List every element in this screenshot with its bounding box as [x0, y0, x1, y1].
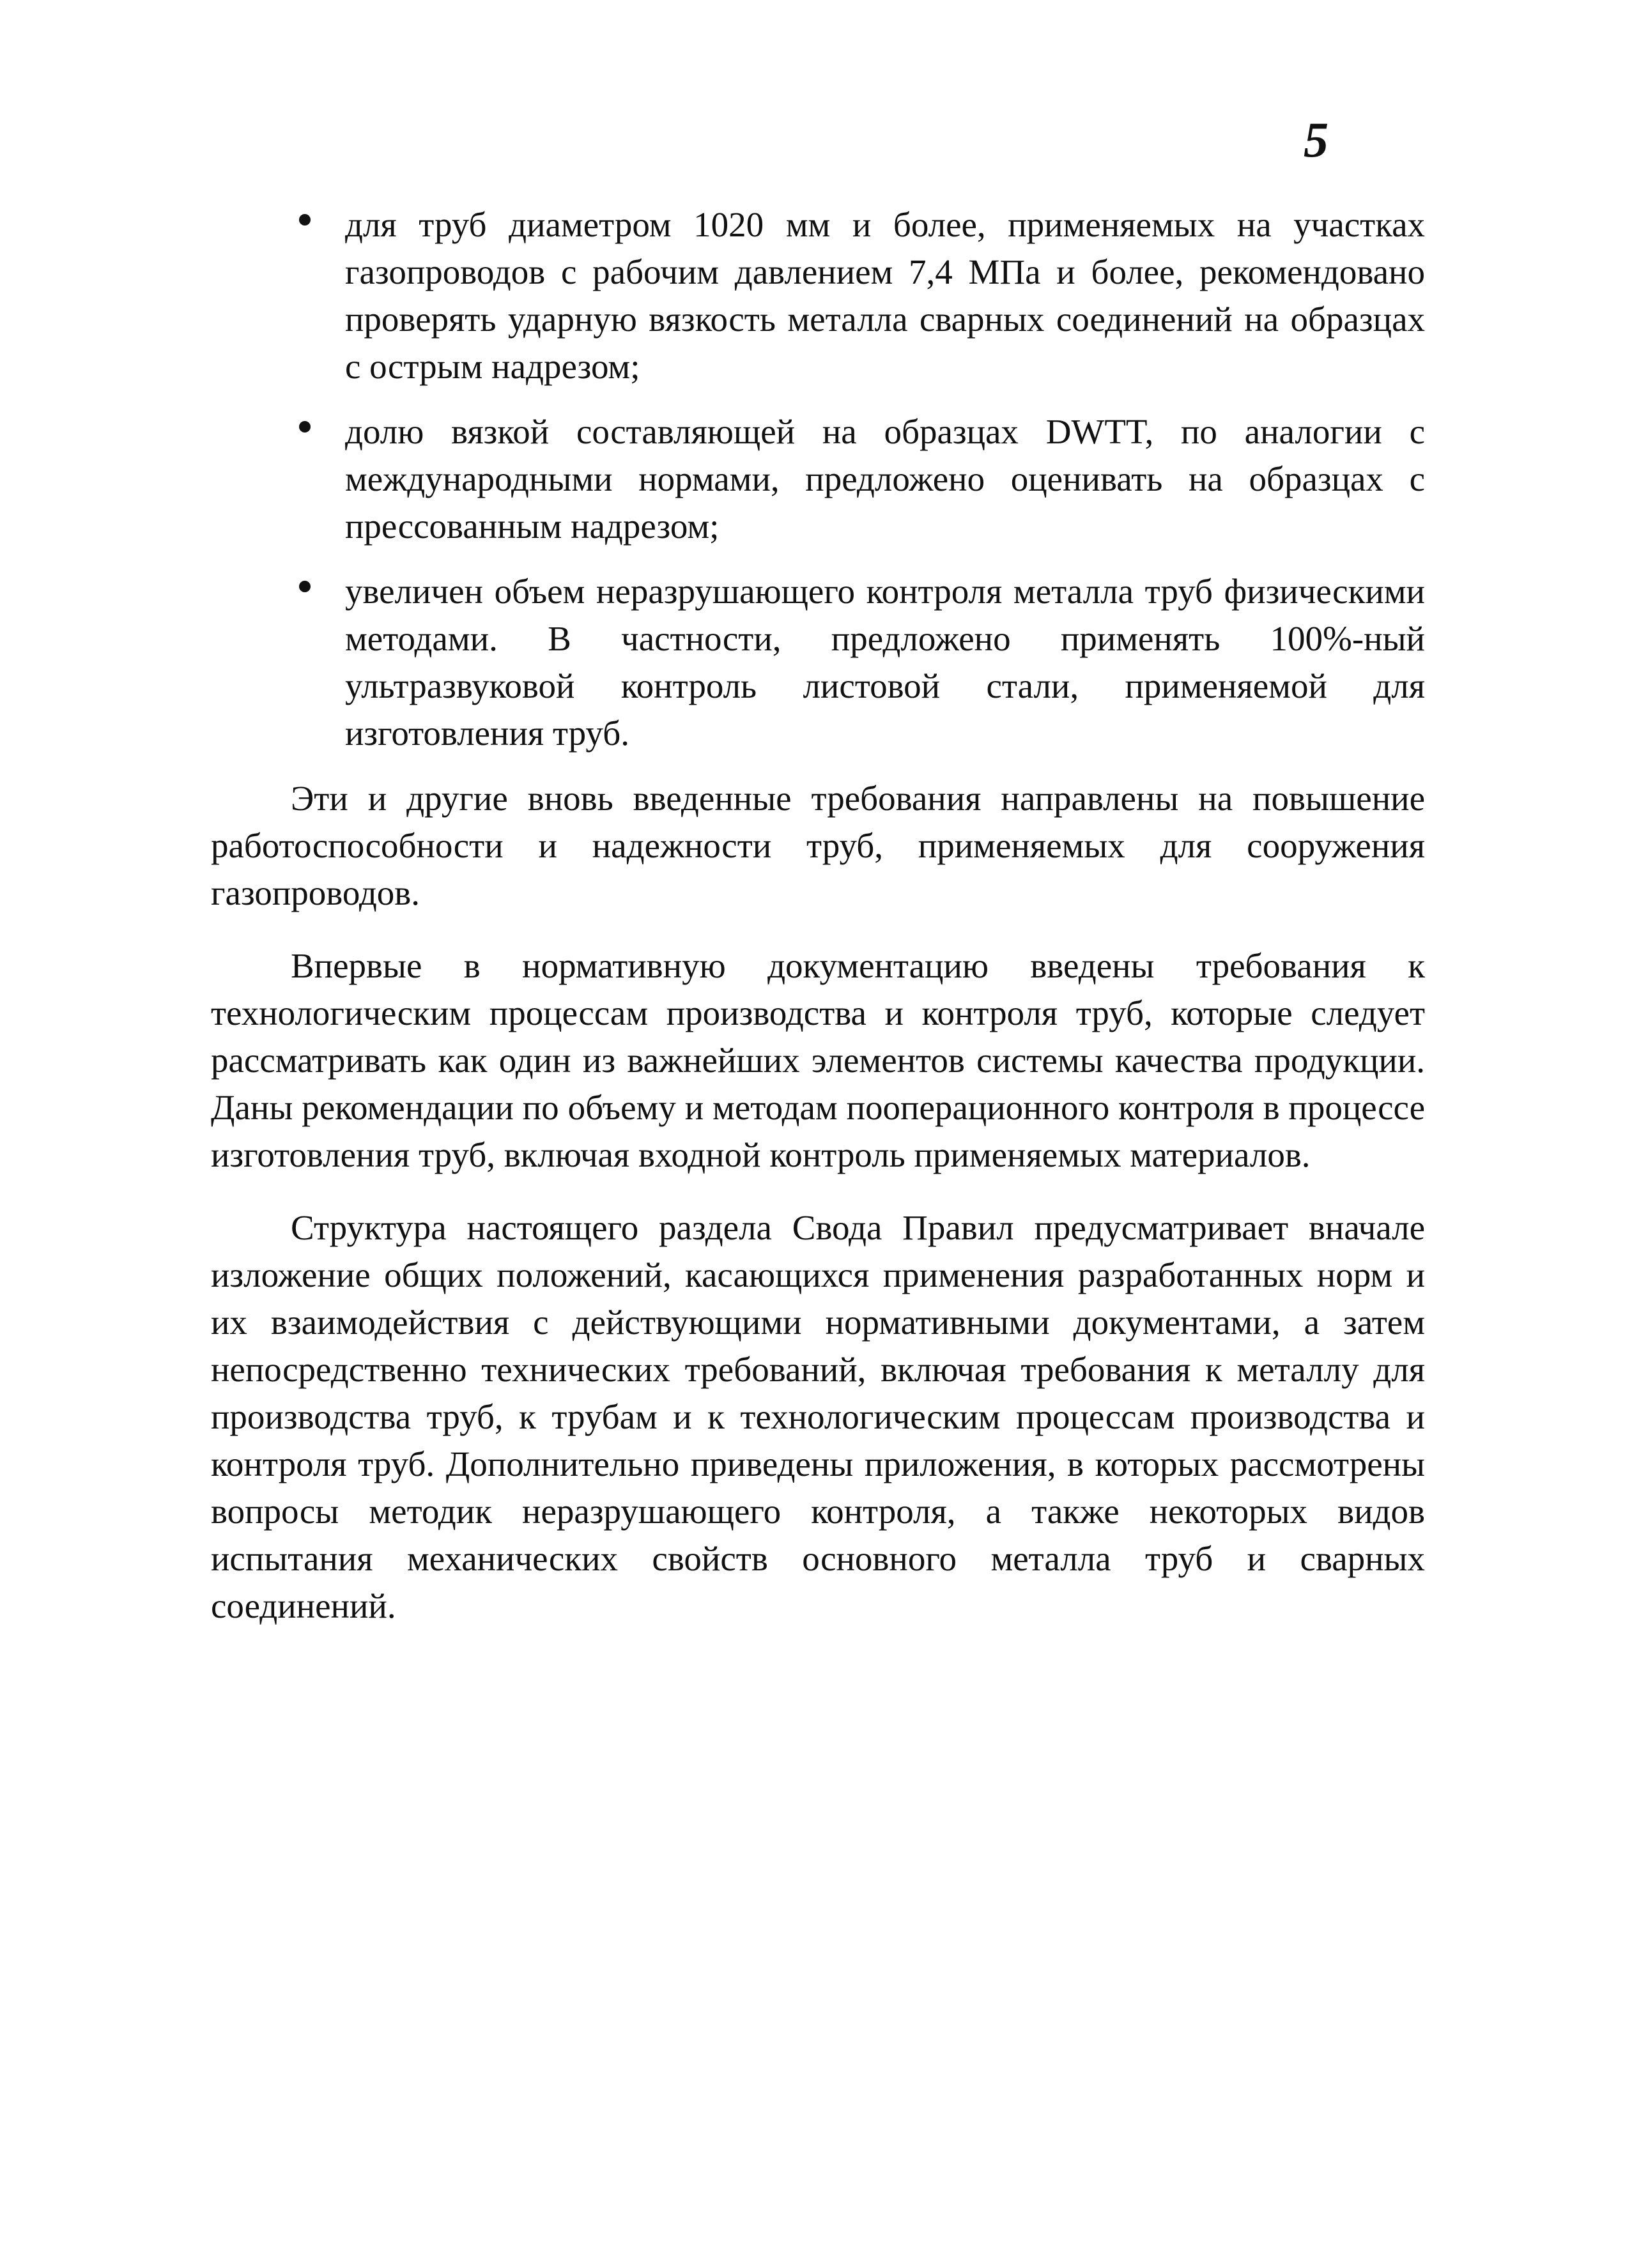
list-item: [211, 568, 1425, 757]
bullet-icon: [299, 421, 311, 433]
paragraph-requirements-purpose: Эти и другие вновь введенные требования направлены на повышение работоспособности и надежности труб, применяемых для сооружения газопроводов.: [211, 779, 1425, 912]
paragraph-section-structure: Структура настоящего раздела Свода Правил предусматривает вначале изложение общих положений, касающихся применения разработанных норм и их взаимодействия с действующими нормативными документами, а затем непосредственно технических требований, включая требования к металлу для производства труб, к трубам и к технологическим процессам производства и контроля труб. Дополнительно приведены приложения, в которых рассмотрены вопросы методик неразрушающего контроля, а также некоторых видов испытания механических свойств основного металла труб и сварных соединений.: [211, 1208, 1425, 1625]
list-item: [211, 201, 1425, 390]
requirements-list: [211, 201, 1425, 757]
bullet-icon: [299, 581, 311, 592]
page-number: 5: [1304, 112, 1328, 167]
list-item-text: для труб диаметром 1020 мм и более, применяемых на участках газопроводов с рабочим давлением 7,4 МПа и более, рекомендовано проверять ударную вязкость металла сварных соединений на образцах с острым надрезом;: [345, 205, 1425, 386]
paragraph-process-control: Впервые в нормативную документацию введены требования к технологическим процессам производства и контроля труб, которые следует рассматривать как один из важнейших элементов системы качества продукции. Даны рекомендации по объему и методам пооперационного контроля в процессе изготовления труб, включая входной контроль применяемых материалов.: [211, 946, 1425, 1174]
bullet-icon: [299, 214, 311, 226]
document-body: [211, 201, 1425, 1655]
list-item: [211, 408, 1425, 550]
list-item-text: долю вязкой составляющей на образцах DWTT, по аналогии с международными нормами, предложено оценивать на образцах с прессованным надрезом;: [345, 412, 1425, 546]
list-item-text: увеличен объем неразрушающего контроля металла труб физическими методами. В частности, предложено применять 100%-ный ультразвуковой контроль листовой стали, применяемой для изготовления труб.: [345, 572, 1425, 753]
